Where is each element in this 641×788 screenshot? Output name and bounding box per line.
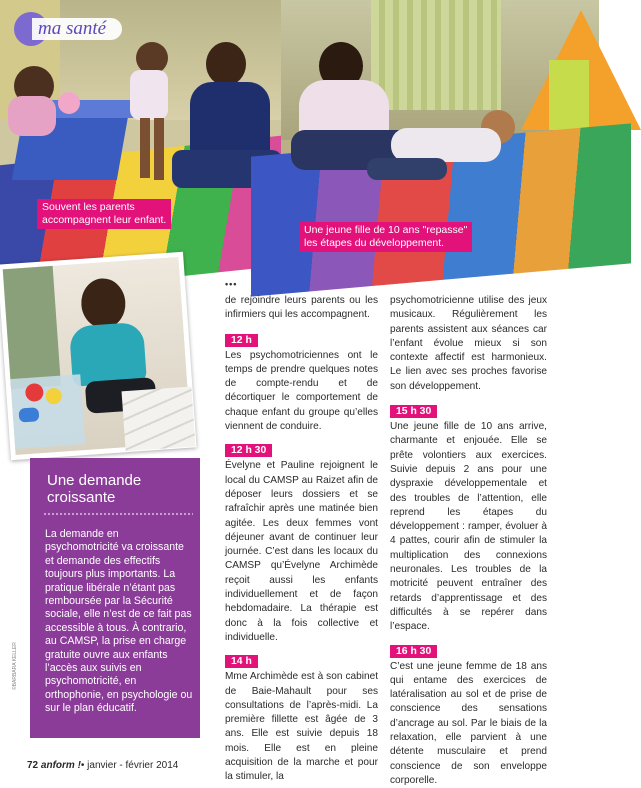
caption-left-line: Souvent les parents [42, 201, 135, 213]
sidebar-title [47, 472, 141, 506]
caption-left-line: accompagnent leur enfant. [42, 214, 167, 226]
caption-right-line: les étapes du développement. [304, 237, 445, 249]
paragraph: Une jeune fille de 10 ans arrive, charmante et enjouée. Elle se prête volontiers aux exercices. Suivie depuis 2 ans pour une dyspraxie développementale et des troubles de l’attention, elle reprend les étapes du développement : ramper, évoluer à 4 pattes, courir afin de stimuler la multiplication des connexions neuronales. Les troubles de la motricité peuvent entraîner des retards d’apprentissage et des difficultés à se repérer dans l’espace. [390, 421, 547, 633]
section-tag [14, 12, 122, 46]
page-number: 72 [27, 760, 39, 771]
article-column-2 [390, 294, 547, 788]
time-badge: 16 h 30 [390, 645, 437, 658]
sidebar-box [30, 458, 200, 738]
time-badge: 15 h 30 [390, 405, 437, 418]
caption-right-line: Une jeune fille de 10 ans "repasse" [304, 224, 468, 236]
page-footer [27, 760, 178, 771]
magazine-brand: anform ! [40, 760, 81, 771]
section-label: ma santé [32, 18, 122, 40]
inset-photo-woman [0, 252, 197, 460]
sidebar-title-line: croissante [47, 489, 116, 506]
caption-left [37, 199, 171, 229]
time-badge: 14 h [225, 655, 258, 668]
paragraph: Les psychomotriciennes ont le temps de prendre quelques notes de compte-rendu et de décortiquer le comportement de chaque enfant du groupe qu’elles viennent de conduire. [225, 349, 378, 433]
continuation-marker: ••• [225, 279, 238, 289]
dotted-divider [43, 512, 193, 516]
paragraph: psychomotricienne utilise des jeux musicaux. Régulièrement les parents assistent aux séances car l’enfant évolue mieux si son contexte affectif est harmonieux. Le lien avec ses proches favorise son développement. [390, 295, 547, 392]
sidebar-title-line: Une demande [47, 472, 142, 489]
article-column-1 [225, 294, 378, 785]
paragraph: de rejoindre leurs parents ou les infirmiers qui les accompagnent. [225, 295, 378, 321]
photo-credit: ©BARBARA KELLER [12, 642, 18, 690]
time-badge: 12 h 30 [225, 444, 272, 457]
sidebar-body: La demande en psychomotricité va croissante et demande des effectifs toujours plus importants. La pratique libérale n’étant pas remboursée par la Sécurité sociale, elle n’est de ce fait pas accessible à tous. À contrario, au CAMSP, la prise en charge gratuite ouvre aux enfants l’accès aux suivis en psychomotricité, en orthophonie, en psychologie ou sur le plan éducatif. [45, 528, 193, 715]
paragraph: C’est une jeune femme de 18 ans qui entame des exercices de latéralisation au sol et de prise de conscience des sensations d’ancrage au sol. Par le biais de la relaxation, elle parvient à une détente musculaire et prend conscience de son enveloppe corporelle. [390, 660, 547, 786]
paragraph: Évelyne et Pauline rejoignent le local du CAMSP au Raizet afin de déposer leurs dossiers et se rafraîchir après une matinée bien agitée. Les deux femmes vont déjeuner avant de continuer leur journée. C’est dans les locaux du CAMSP qu’Évelyne Archimède reçoit aussi les enfants individuellement et de façon hebdomadaire. La thérapie est donc à la fois collective et individuelle. [225, 460, 378, 643]
time-badge: 12 h [225, 334, 258, 347]
caption-right [299, 222, 472, 252]
issue-date: • janvier - février 2014 [80, 760, 179, 771]
paragraph: Mme Archimède est à son cabinet de Baie-Mahault pour ses consultations de l’après-midi. La première fillette est âgée de 3 ans. Elle est suivie depuis 18 mois. Elle est en pleine acquisition de la marche et pour la stimuler, la [225, 671, 378, 783]
